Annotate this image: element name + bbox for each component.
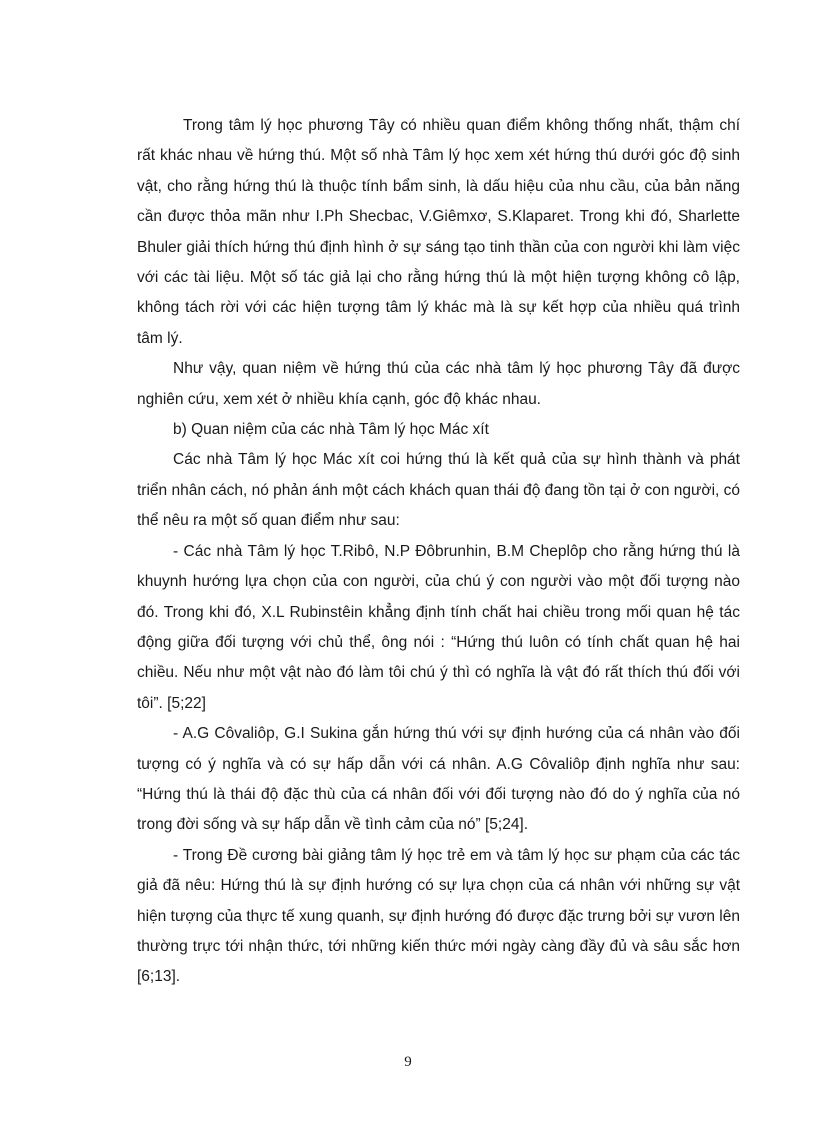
paragraph-ribo-rubinstein: - Các nhà Tâm lý học T.Ribô, N.P Đôbrunhin, B.M Cheplôp cho rằng hứng thú là khuynh hướng lựa chọn của con người, của chú ý con người vào một đối tượng nào đó. Trong khi đó, X.L Rubinstêin khẳng định tính chất hai chiều trong mối quan hệ tác động giữa đối tượng với chủ thể, ông nói : “Hứng thú luôn có tính chất quan hệ hai chiều. Nếu như một vật nào đó làm tôi chú ý thì có nghĩa là vật đó rất thích thú đối với tôi”. [5;22] <box>137 542 740 712</box>
paragraph-western-views: Trong tâm lý học phương Tây có nhiều quan điểm không thống nhất, thậm chí rất khác nhau về hứng thú. Một số nhà Tâm lý học xem xét hứng thú dưới góc độ sinh vật, cho rằng hứng thú là thuộc tính bẩm sinh, là dấu hiệu của nhu cầu, của bản năng cần được thỏa mãn như I.Ph Shecbac, V.Giêmxơ, S.Klaparet. Trong khi đó, Sharlette Bhuler giải thích hứng thú định hình ở sự sáng tạo tinh thần của con người khi làm việc với các tài liệu. Một số tác giả lại cho rằng hứng thú là một hiện tượng không cô lập, không tách rời với các hiện tượng tâm lý khác mà là sự kết hợp của nhiều quá trình tâm lý. <box>137 117 740 347</box>
paragraph-marxist-intro: Các nhà Tâm lý học Mác xít coi hứng thú là kết quả của sự hình thành và phát triển nhân cách, nó phản ánh một cách khách quan thái độ đang tồn tại ở con người, có thể nêu ra một số quan điểm như sau: <box>137 451 740 530</box>
paragraph-western-summary: Như vậy, quan niệm về hứng thú của các nhà tâm lý học phương Tây đã được nghiên cứu, xem xét ở nhiều khía cạnh, góc độ khác nhau. <box>137 360 740 408</box>
document-body <box>137 111 740 993</box>
page-number: 9 <box>404 1054 412 1070</box>
section-heading-marxist: b) Quan niệm của các nhà Tâm lý học Mác xít <box>173 421 489 439</box>
paragraph-covaliop-sukina: - A.G Côvaliôp, G.I Sukina gắn hứng thú với sự định hướng của cá nhân vào đối tượng có ý nghĩa và có sự hấp dẫn với cá nhân. A.G Côvaliôp định nghĩa như sau: “Hứng thú là thái độ đặc thù của cá nhân đối với đối tượng nào đó do ý nghĩa của nó trong đời sống và sự hấp dẫn về tình cảm của nó” [5;24]. <box>137 725 740 834</box>
paragraph-lecture-outline: - Trong Đề cương bài giảng tâm lý học trẻ em và tâm lý học sư phạm của các tác giả đã nêu: Hứng thú là sự định hướng có sự lựa chọn của cá nhân với những sự vật hiện tượng của thực tế xung quanh, sự định hướng đó được đặc trưng bởi sự vươn lên thường trực tới nhận thức, tới những kiến thức mới ngày càng đầy đủ và sâu sắc hơn [6;13]. <box>137 846 740 986</box>
